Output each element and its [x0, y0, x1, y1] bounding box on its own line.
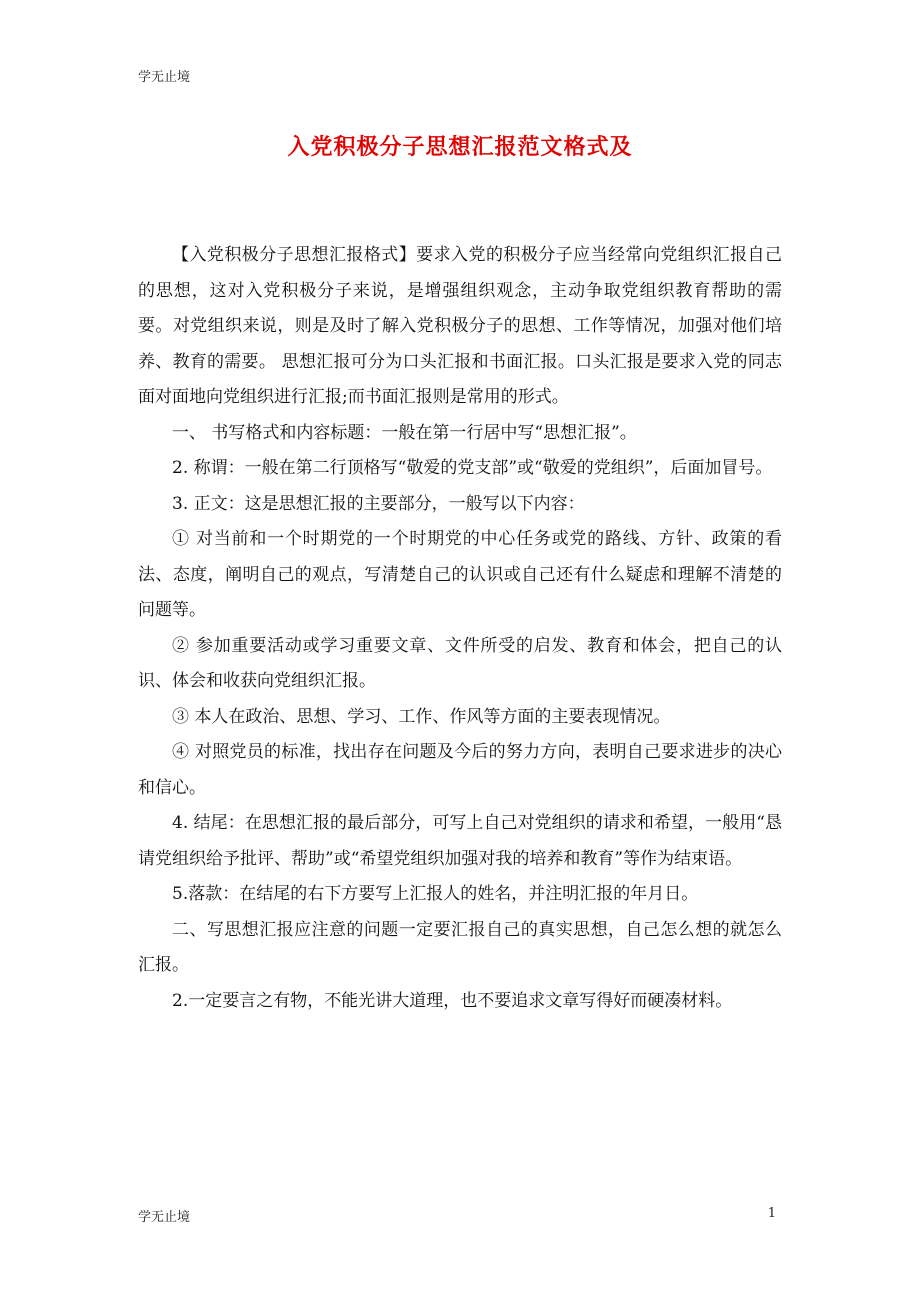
paragraph: ② 参加重要活动或学习重要文章、文件所受的启发、教育和体会，把自己的认识、体会和收获向党组织汇报。	[138, 635, 782, 691]
paragraph: 5.落款：在结尾的右下方要写上汇报人的姓名，并注明汇报的年月日。	[172, 884, 699, 904]
paragraph: 2.一定要言之有物，不能光讲大道理，也不要追求文章写得好而硬凑材料。	[172, 990, 733, 1011]
paragraph: 一、 书写格式和内容标题：一般在第一行居中写“思想汇报”。	[172, 422, 637, 443]
paragraph: 2. 称谓：一般在第二行顶格写“敬爱的党支部”或“敬爱的党组织”，后面加冒号。	[172, 458, 773, 478]
paragraph: 3. 正文：这是思想汇报的主要部分，一般写以下内容：	[172, 493, 585, 514]
document-title: 入党积极分子思想汇报范文格式及	[287, 134, 633, 160]
paragraph: ④ 对照党员的标准，找出存在问题及今后的努力方向，表明自己要求进步的决心和信心。	[138, 742, 782, 798]
paragraph: ① 对当前和一个时期党的一个时期党的中心任务或党的路线、方针、政策的看法、态度，阐明自己的观点，写清楚自己的认识或自己还有什么疑虑和理解不清楚的问题等。	[138, 529, 782, 620]
paragraph: 二、写思想汇报应注意的问题一定要汇报自己的真实思想，自己怎么想的就怎么汇报。	[138, 919, 782, 975]
paragraph: ③ 本人在政治、思想、学习、工作、作风等方面的主要表现情况。	[172, 706, 671, 727]
paragraph: 4. 结尾：在思想汇报的最后部分，可写上自己对党组织的请求和希望，一般用“恳请党组织给予批评、帮助”或“希望党组织加强对我的培养和教育”等作为结束语。	[138, 813, 782, 869]
page-number: 1	[767, 1206, 776, 1221]
page-header: 学无止境	[138, 70, 191, 85]
document-body	[138, 238, 782, 1019]
paragraph: 【入党积极分子思想汇报格式】要求入党的积极分子应当经常向党组织汇报自己的思想，这对入党积极分子来说，是增强组织观念，主动争取党组织教育帮助的需要。对党组织来说，则是及时了解入党积极分子的思想、工作等情况，加强对他们培养、教育的需要。 思想汇报可分为口头汇报和书面汇报。口头汇报是要求入党的同志面对面地向党组织进行汇报;而书面汇报则是常用的形式。	[138, 245, 782, 407]
page-footer: 学无止境	[138, 1210, 191, 1225]
